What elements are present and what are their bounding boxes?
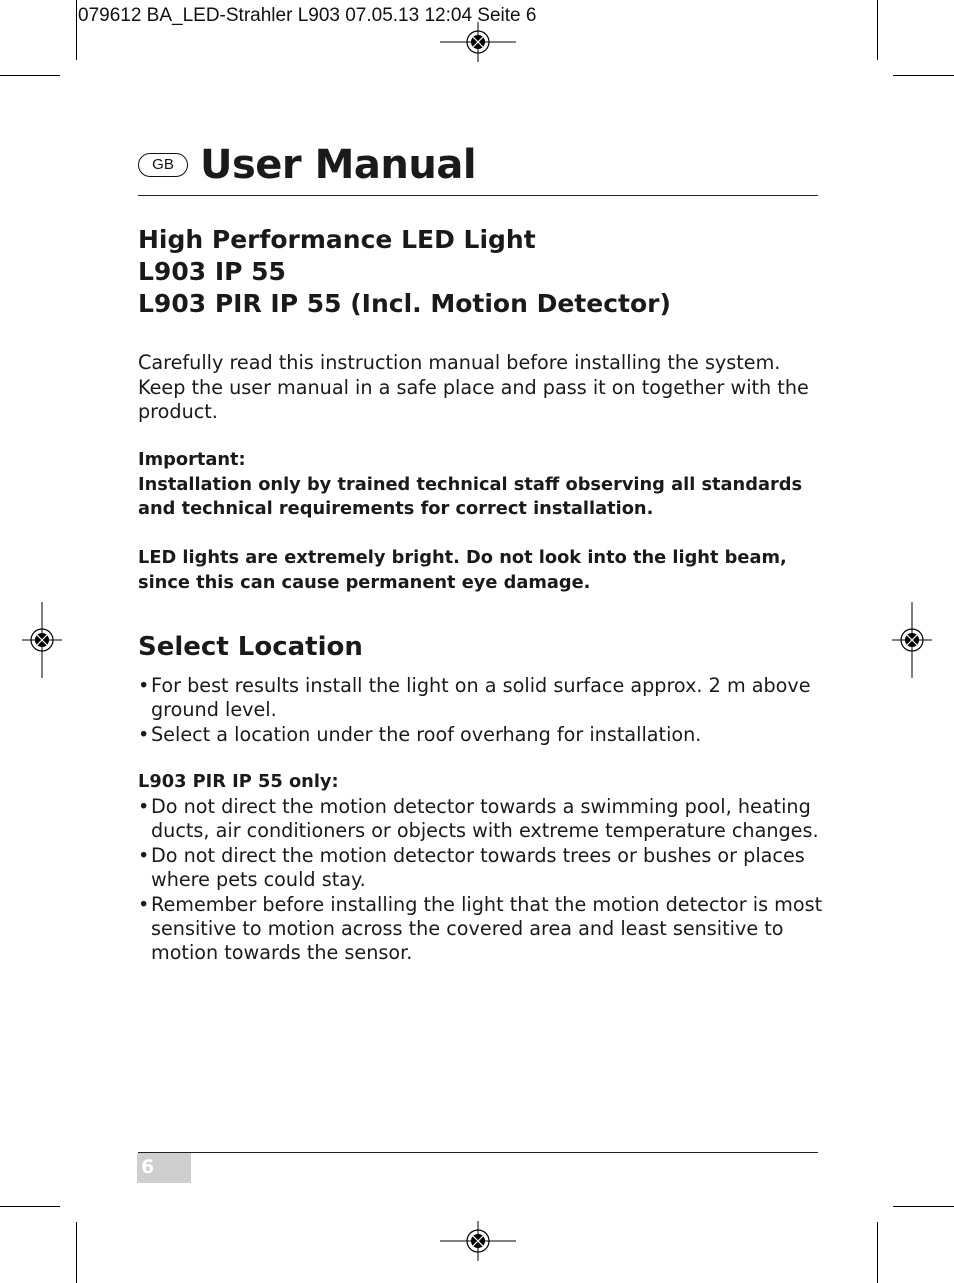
product-title-line: L903 PIR IP 55 (Incl. Motion Detector)	[138, 289, 671, 318]
crop-mark-top-right-h	[893, 75, 954, 76]
list-item: • Select a location under the roof overhang for installation.	[138, 723, 828, 747]
important-label: Important:	[138, 449, 246, 470]
registration-mark-right-icon	[892, 602, 932, 678]
print-slug: 079612 BA_LED-Strahler L903 07.05.13 12:04 Seite 6	[78, 5, 537, 26]
title-divider	[138, 195, 818, 196]
product-title-line: High Performance LED Light	[138, 225, 536, 254]
pir-bullets	[138, 795, 828, 966]
registration-mark-left-icon	[22, 602, 62, 678]
list-item: • Do not direct the motion detector towards trees or bushes or places where pets could stay.	[138, 844, 828, 893]
eye-warning: LED lights are extremely bright. Do not look into the light beam, since this can cause permanent eye damage.	[138, 547, 787, 593]
language-badge: GB	[138, 153, 188, 177]
page-number: 6	[137, 1153, 191, 1183]
title-row	[138, 140, 476, 190]
crop-mark-bottom-left-v	[76, 1222, 77, 1283]
footer-divider	[138, 1152, 818, 1153]
pir-subheading: L903 PIR IP 55 only:	[138, 771, 339, 792]
crop-mark-bottom-right-h	[893, 1206, 954, 1207]
crop-mark-top-left-v	[76, 0, 77, 60]
section-heading-select-location: Select Location	[138, 632, 363, 662]
crop-mark-top-right-v	[877, 0, 878, 60]
intro-paragraph: Carefully read this instruction manual before installing the system. Keep the user manual in a safe place and pass it on together with the product.	[138, 351, 809, 423]
crop-mark-bottom-left-h	[0, 1206, 60, 1207]
list-item: • Do not direct the motion detector towards a swimming pool, heating ducts, air conditioners or objects with extreme temperature changes.	[138, 795, 828, 844]
registration-mark-bottom-icon	[440, 1221, 516, 1261]
important-text: Installation only by trained technical staff observing all standards and technical requirements for correct installation.	[138, 473, 803, 519]
list-item: • Remember before installing the light that the motion detector is most sensitive to motion across the covered area and least sensitive to motion towards the sensor.	[138, 893, 828, 966]
page-title: User Manual	[200, 142, 477, 188]
location-bullets	[138, 674, 828, 747]
list-item: • For best results install the light on a solid surface approx. 2 m above ground level.	[138, 674, 828, 723]
important-notice	[138, 448, 818, 522]
registration-mark-top-icon	[440, 22, 516, 62]
product-title-line: L903 IP 55	[138, 257, 286, 286]
product-titles	[138, 224, 671, 320]
crop-mark-bottom-right-v	[877, 1222, 878, 1283]
crop-mark-top-left-h	[0, 75, 60, 76]
